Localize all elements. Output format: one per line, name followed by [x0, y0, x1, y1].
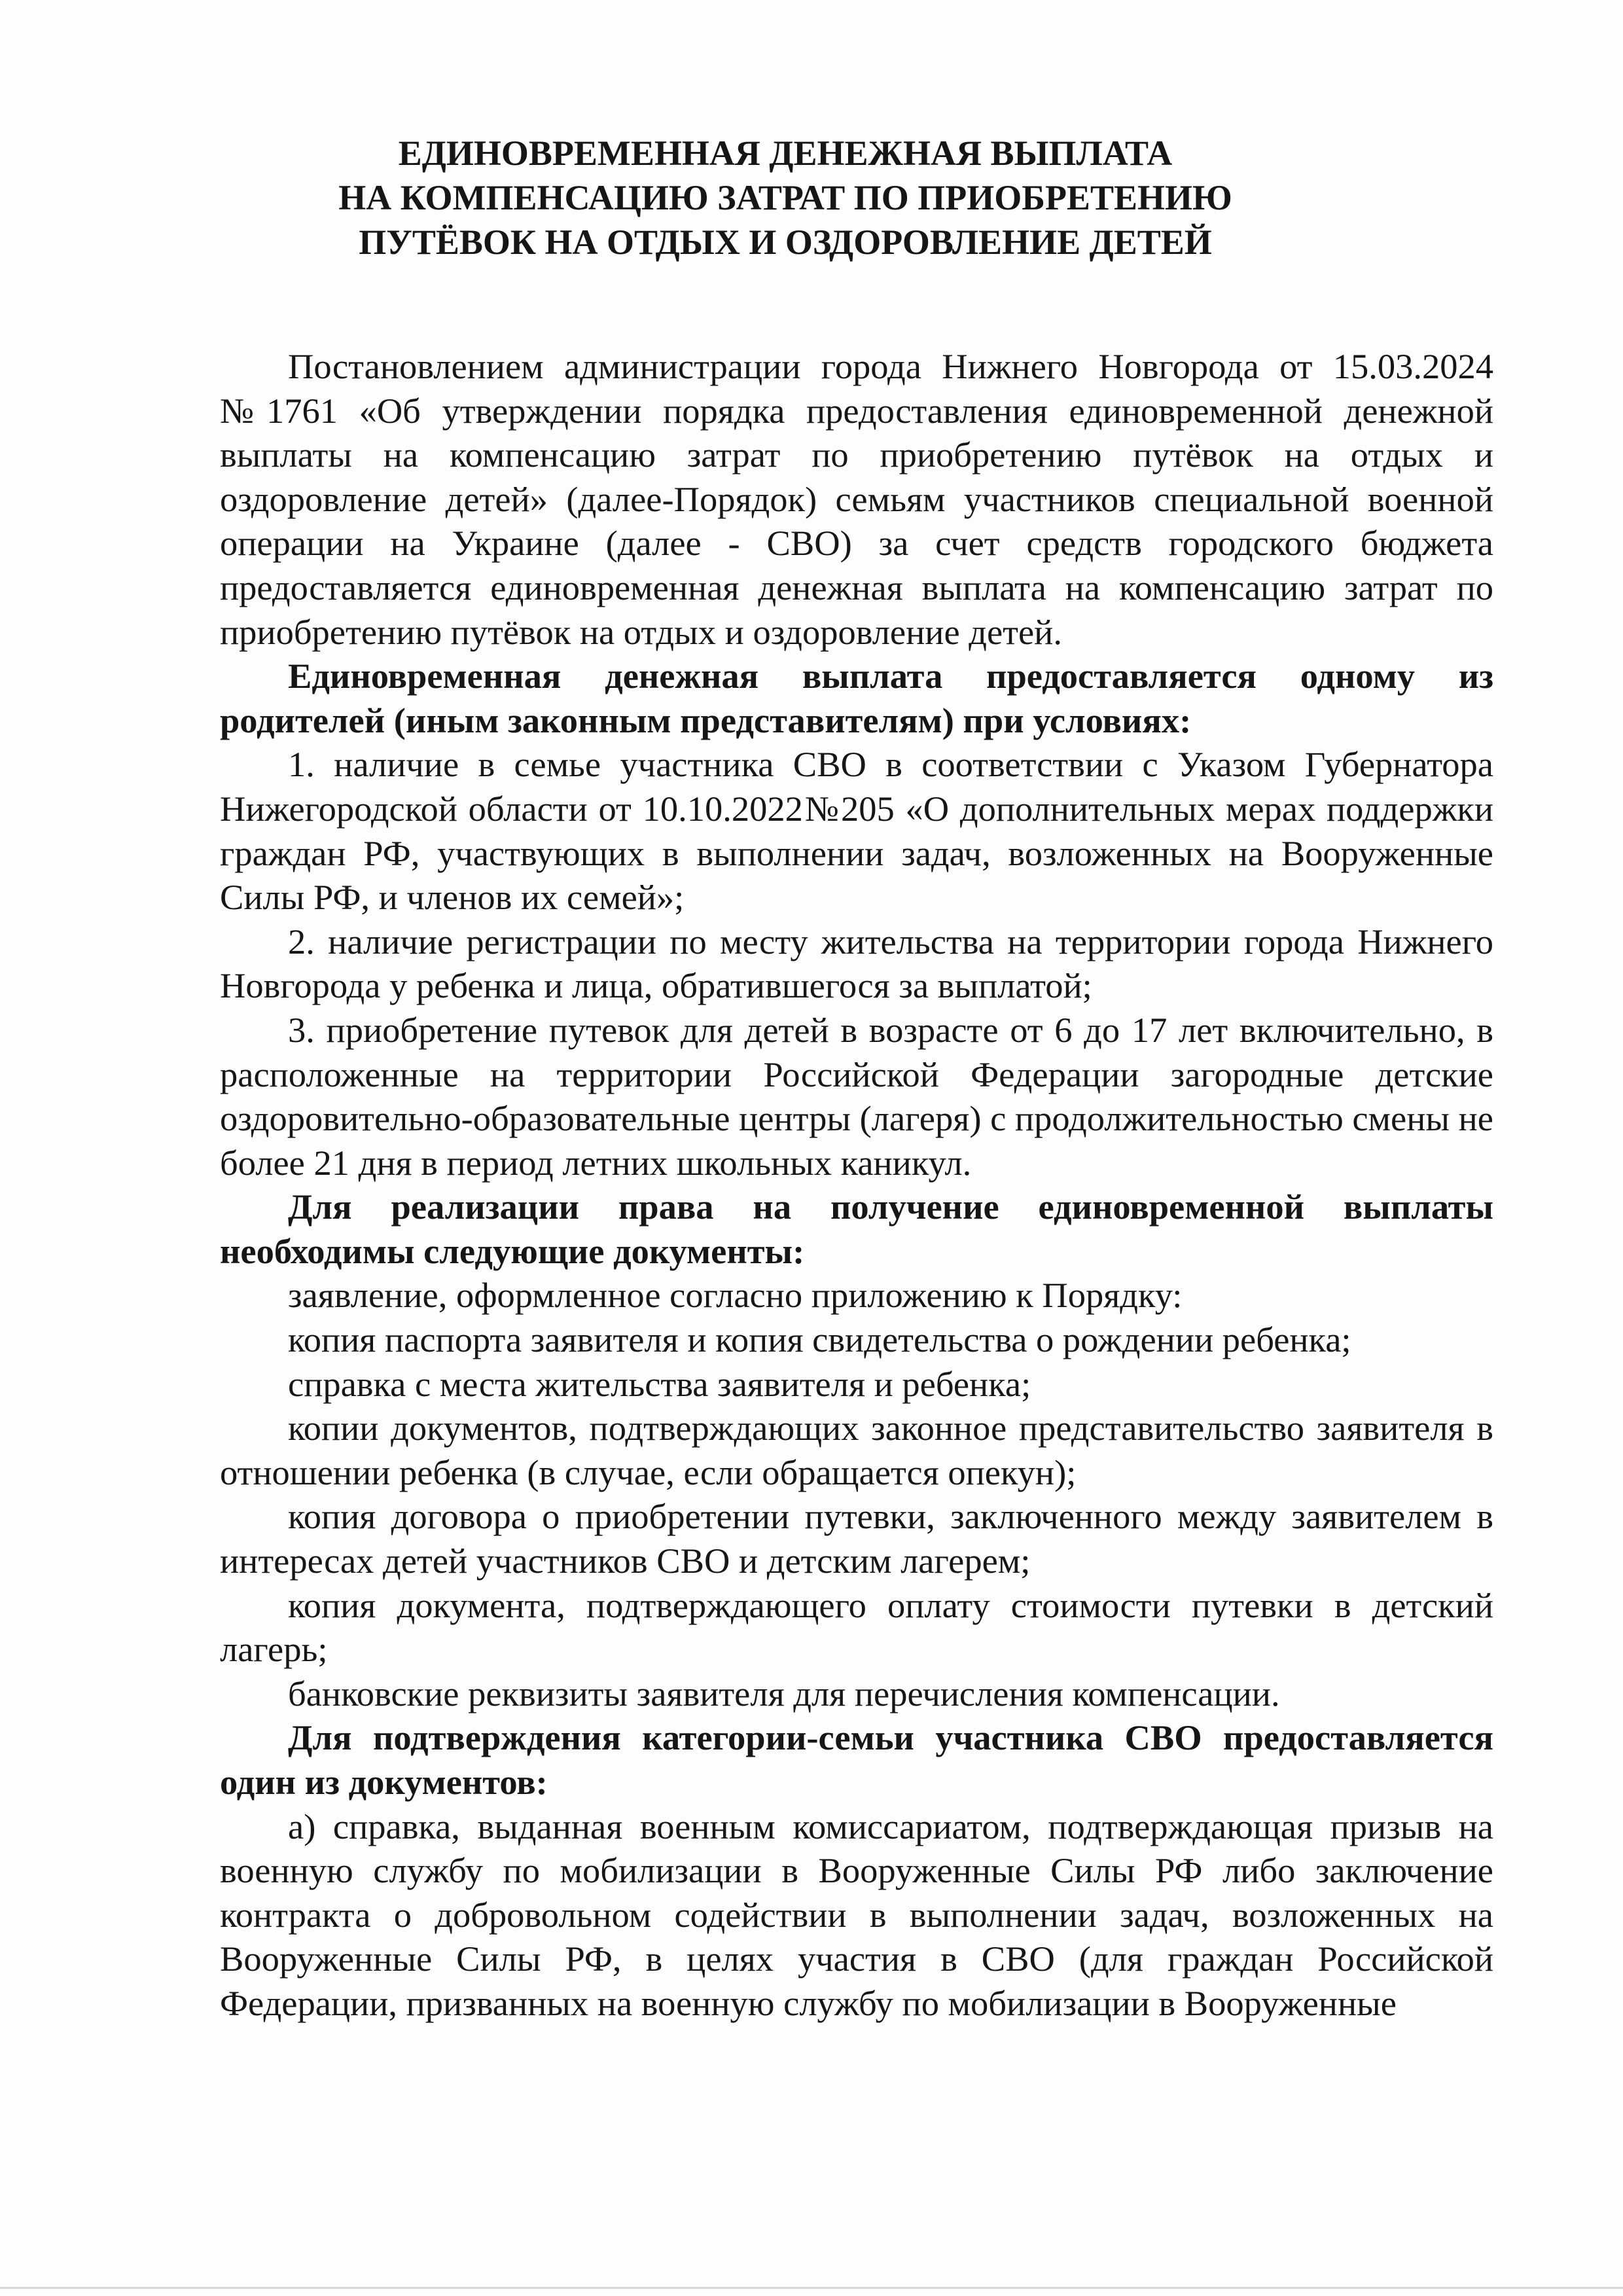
condition-item-3: 3. приобретение путевок для детей в возрасте от 6 до 17 лет включительно, в расположенные на территории Российской Федерации загородные детские оздоровительно-образовательные центры (лагеря) с продолжительностью смены не более 21 дня в период летних школьных каникул.: [220, 1009, 1493, 1183]
document-body: [220, 344, 1493, 2026]
title-line-1: ЕДИНОВРЕМЕННАЯ ДЕНЕЖНАЯ ВЫПЛАТА: [398, 134, 1173, 173]
document-item-1: заявление, оформленное согласно приложению к Порядку:: [288, 1275, 1183, 1316]
category-item-a: а) справка, выданная военным комиссариатом, подтверждающая призыв на военную службу по мобилизации в Вооруженные Силы РФ либо заключение контракта о добровольном содействии в выполнении задач, возложенных на Вооруженные Силы РФ, в целях участия в СВО (для граждан Российской Федерации, призванных на военную службу по мобилизации в Вооруженные: [220, 1806, 1493, 2023]
intro-paragraph: Постановлением администрации города Нижнего Новгорода от 15.03.2024 №1761 «Об утверждении порядка предоставления единовременной денежной выплаты на компенсацию затрат по приобретению путёвок на отдых и оздоровление детей» (далее-Порядок) семьям участников специальной военной операции на Украине (далее - СВО) за счет средств городского бюджета предоставляется единовременная денежная выплата на компенсацию затрат по приобретению путёвок на отдых и оздоровление детей.: [220, 346, 1493, 652]
conditions-heading: Единовременная денежная выплата предоставляется одному из родителей (иным законным представителям) при условиях:: [220, 656, 1493, 740]
page-bottom-edge: [0, 2287, 1623, 2289]
document-item-6: копия документа, подтверждающего оплату стоимости путевки в детский лагерь;: [220, 1585, 1493, 1670]
document-item-3: справка с места жительства заявителя и ребенка;: [288, 1363, 1031, 1404]
document-item-5: копия договора о приобретении путевки, заключенного между заявителем в интересах детей участников СВО и детским лагерем;: [220, 1496, 1493, 1581]
condition-item-1: 1. наличие в семье участника СВО в соответствии с Указом Губернатора Нижегородской области от 10.10.2022№205 «О дополнительных мерах поддержки граждан РФ, участвующих в выполнении задач, возложенных на Вооруженные Силы РФ, и членов их семей»;: [220, 744, 1493, 918]
title-line-2: НА КОМПЕНСАЦИЮ ЗАТРАТ ПО ПРИОБРЕТЕНИЮ: [338, 178, 1232, 217]
document-title: [216, 131, 1355, 264]
document-item-7: банковские реквизиты заявителя для перечисления компенсации.: [288, 1673, 1280, 1713]
condition-item-2: 2. наличие регистрации по месту жительства на территории города Нижнего Новгорода у ребенка и лица, обратившегося за выплатой;: [220, 921, 1493, 1006]
document-item-2: копия паспорта заявителя и копия свидетельства о рождении ребенка;: [288, 1319, 1351, 1360]
documents-heading: Для реализации права на получение единовременной выплаты необходимы следующие документы:: [220, 1187, 1493, 1271]
category-heading: Для подтверждения категории-семьи участника СВО предоставляется один из документов:: [220, 1717, 1493, 1802]
title-line-3: ПУТЁВОК НА ОТДЫХ И ОЗДОРОВЛЕНИЕ ДЕТЕЙ: [359, 223, 1212, 262]
document-item-4: копии документов, подтверждающих законное представительство заявителя в отношении ребенка (в случае, если обращается опекун);: [220, 1408, 1493, 1492]
